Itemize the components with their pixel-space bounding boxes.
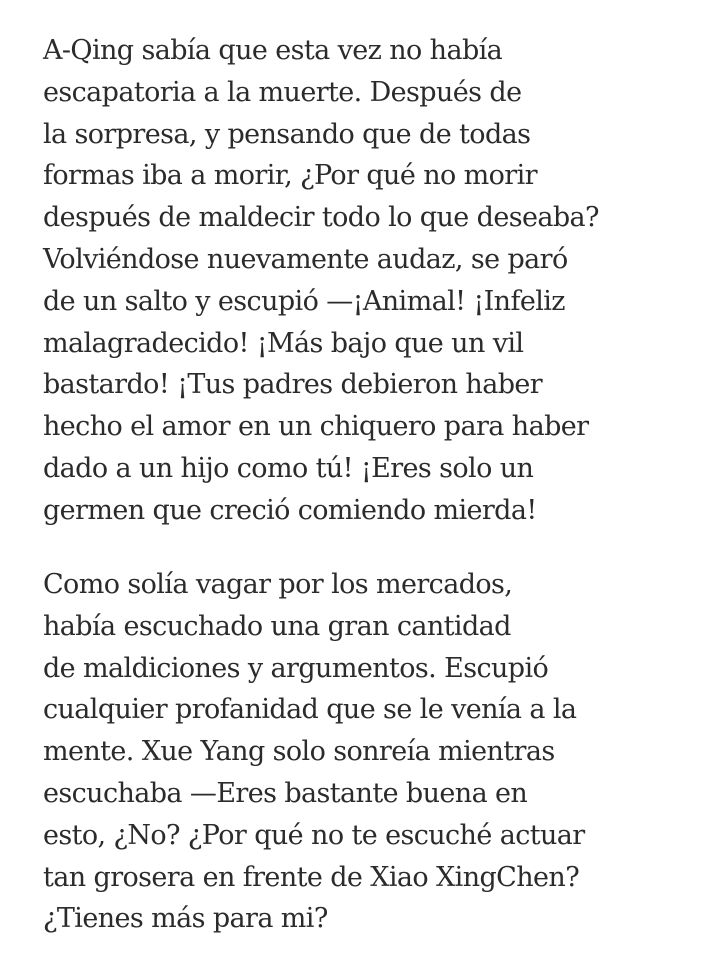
paragraph-line: formas iba a morir, ¿Por qué no morir	[43, 160, 537, 192]
paragraph-2	[43, 564, 585, 940]
paragraph-line: hecho el amor en un chiquero para haber	[43, 411, 589, 443]
paragraph-line: había escuchado una gran cantidad	[43, 610, 511, 642]
paragraph-line: mente. Xue Yang solo sonreía mientras	[43, 736, 555, 768]
paragraph-line: la sorpresa, y pensando que de todas	[43, 118, 531, 150]
paragraph-line: esto, ¿No? ¿Por qué no te escuché actuar	[43, 819, 585, 851]
paragraph-line: ¿Tienes más para mi?	[43, 903, 328, 935]
paragraph-line: dado a un hijo como tú! ¡Eres solo un	[43, 452, 534, 484]
paragraph-line: de maldiciones y argumentos. Escupió	[43, 652, 549, 684]
paragraph-line: escapatoria a la muerte. Después de	[43, 76, 522, 108]
paragraph-line: germen que creció comiendo mierda!	[43, 494, 537, 526]
paragraph-1	[43, 30, 599, 532]
paragraph-line: Volviéndose nuevamente audaz, se paró	[43, 243, 568, 275]
paragraph-line: tan grosera en frente de Xiao XingChen?	[43, 861, 580, 893]
paragraph-line: escuchaba —Eres bastante buena en	[43, 777, 528, 809]
paragraph-line: después de maldecir todo lo que deseaba?	[43, 202, 599, 234]
paragraph-line: A-Qing sabía que esta vez no había	[43, 35, 503, 66]
paragraph-line: Como solía vagar por los mercados,	[43, 569, 513, 600]
paragraph-line: bastardo! ¡Tus padres debieron haber	[43, 369, 543, 401]
paragraph-line: cualquier profanidad que se le venía a la	[43, 694, 577, 726]
paragraph-line: malagradecido! ¡Más bajo que un vil	[43, 327, 524, 359]
paragraph-line: de un salto y escupió —¡Animal! ¡Infeliz	[43, 285, 565, 317]
